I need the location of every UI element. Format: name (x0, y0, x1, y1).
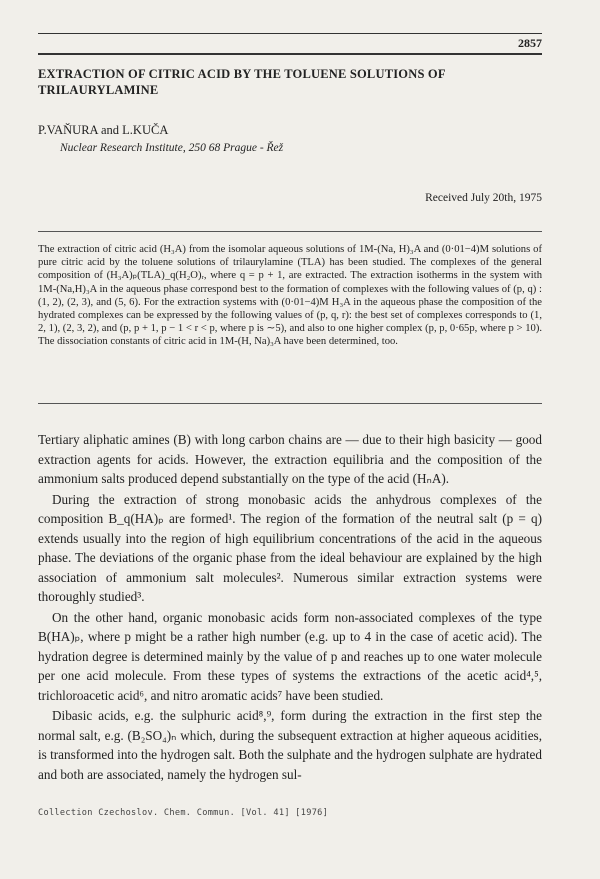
article-authors: P.VAŇURA and L.KUČA (38, 123, 169, 137)
page-number: 2857 (518, 36, 542, 50)
header-rule-bottom (38, 53, 542, 55)
author-affiliation: Nuclear Research Institute, 250 68 Prague - Řež (60, 142, 284, 154)
journal-footer: Collection Czechoslov. Chem. Commun. [Vol. 41] [1976] (38, 808, 329, 818)
article-body (38, 430, 542, 784)
body-paragraph: Dibasic acids, e.g. the sulphuric acid⁸,⁹, form during the extraction in the first step the normal salt, e.g. (B₂SO₄)ₙ which, during the subsequent extraction at higher aqueous acidities, is transformed into the hydrogen salt. Both the sulphate and the hydrogen sulphate are hydrated and both are associated, namely the hydrogen sul- (38, 708, 542, 782)
body-paragraph: During the extraction of strong monobasic acids the anhydrous complexes of the composition B_q(HA)ₚ are formed¹. The region of the formation of the neutral salt (p = q) extends usually into the region of high equilibrium concentrations of the acid in the aqueous phase. The deviations of the organic phase from the ideal behaviour are explained by the high association of ammonium salt molecules². Numerous similar extraction systems were thoroughly studied³. (38, 491, 542, 604)
body-paragraph: On the other hand, organic monobasic acids form non-associated complexes of the type B(HA)ₚ, where p might be a rather high number (e.g. up to 4 in the case of acetic acid). The hydration degree is determined mainly by the value of p and reaches up to one water molecule per one acid molecule. From these types of systems the extractions of the acetic acid⁴,⁵, trichloroacetic acid⁶, and nitro aromatic acids⁷ have been studied. (38, 609, 542, 703)
body-paragraph: Tertiary aliphatic amines (B) with long carbon chains are — due to their high basicity — good extraction agents for acids. However, the extraction equilibria and the composition of the ammonium salts produced depend substantially on the type of the acid (HₙA). (38, 432, 542, 486)
abstract-rule-top (38, 231, 542, 232)
received-date: Received July 20th, 1975 (425, 192, 542, 204)
article-title: EXTRACTION OF CITRIC ACID BY THE TOLUENE SOLUTIONS OF TRILAURYLAMINE (38, 67, 446, 97)
abstract-text: The extraction of citric acid (H₃A) from the isomolar aqueous solutions of 1M-(Na, H)₃A and (0·01−4)M solutions of pure citric acid by the toluene solutions of trilaurylamine (TLA) has been studied. The complexes of the general composition of (H₃A)ₚ(TLA)_q(H₂O)ᵣ, where q = p + 1, are extracted. The extraction isotherms in the system with 1M-(Na,H)₃A in the aqueous phase correspond best to the formation of complexes with the following values of (p, q) : (1, 2), (2, 3), and (5, 6). For the extraction systems with (0·01−4)M H₃A in the aqueous phase the composition of the hydrated complexes can be expressed by the following values of (p, q, r): the best set of complexes corresponds to (1, 2, 1), (2, 3, 2), and (p, p + 1, p − 1 < r < p, where p is ∼5), and also to one higher complex (p, p, 0·65p, where p > 10). The dissociation constants of citric acid in 1M-(H, Na)₃A have been determined, too. (38, 244, 542, 348)
header-rule-top (38, 33, 542, 34)
abstract-rule-bottom (38, 403, 542, 404)
